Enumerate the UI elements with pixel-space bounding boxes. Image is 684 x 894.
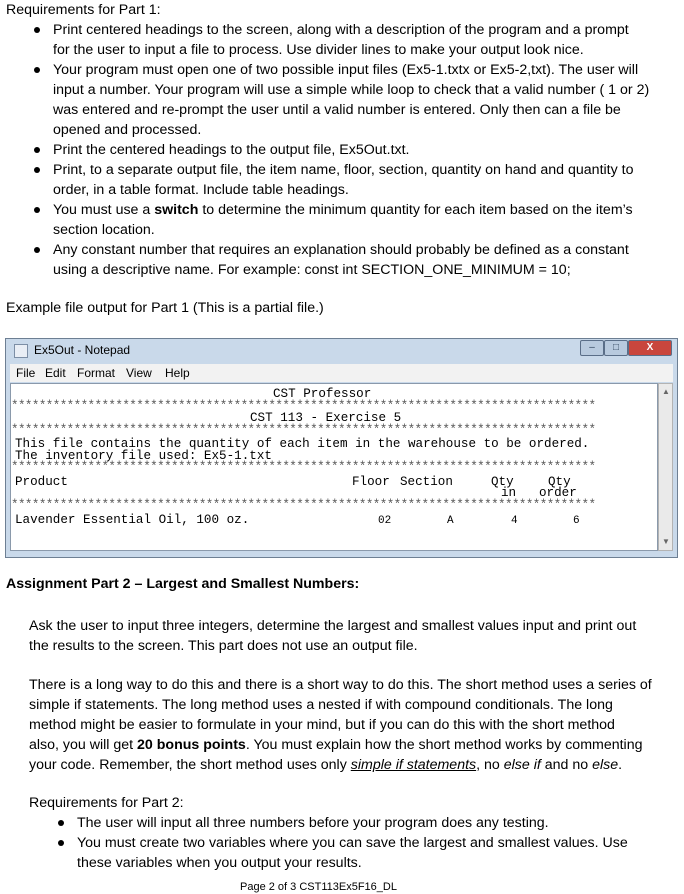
divider: ************************************************************************************ [11, 460, 596, 474]
part1-b6-l1: Any constant number that requires an explanation should probably be defined as a constant [53, 242, 629, 258]
part1-b1-l2: for the user to input a file to process. Use divider lines to make your output look nice. [53, 42, 584, 58]
part1-b5-l1: You must use a switch to determine the minimum quantity for each item based on the item’s [53, 202, 633, 218]
maximize-button[interactable]: □ [604, 340, 628, 356]
part1-b2-l3: was entered and re-prompt the user until a valid number is entered. Only then can a file be [53, 102, 621, 118]
menu-help[interactable]: Help [165, 366, 190, 380]
scroll-down-icon[interactable]: ▼ [662, 537, 670, 546]
part2-b2-l2: these variables when you output your results. [77, 855, 362, 871]
part2-para2-l2: simple if statements. The long method uses a nested if with compound conditionals. The long [29, 697, 613, 713]
scroll-up-icon[interactable]: ▲ [662, 387, 670, 396]
example-caption: Example file output for Part 1 (This is a partial file.) [6, 300, 324, 316]
menu-format[interactable]: Format [77, 366, 116, 380]
col-product: Product [15, 475, 68, 489]
part2-para2-l1: There is a long way to do this and there is a short way to do this. The short method uses a series of [29, 677, 652, 693]
part1-heading: Requirements for Part 1: [6, 2, 161, 18]
output-desc1: This file contains the quantity of each item in the warehouse to be ordered. [15, 437, 590, 451]
part1-b4-l2: order, in a table format. Include table headings. [53, 182, 349, 198]
menu-file[interactable]: File [16, 366, 36, 380]
part2-req-heading: Requirements for Part 2: [29, 795, 184, 811]
notepad-window [5, 338, 678, 558]
part1-b2-l2: input a number. Your program will use a simple while loop to check that a valid number ( 1 or 2) [53, 82, 650, 98]
part1-b3-l1: Print the centered headings to the output file, Ex5Out.txt. [53, 142, 410, 158]
output-title2: CST 113 - Exercise 5 [250, 411, 402, 425]
part2-para1-l2: the results to the screen. This part does not use an output file. [29, 638, 418, 654]
part1-b1-l1: Print centered headings to the screen, along with a description of the program and a prompt [53, 22, 629, 38]
vertical-scrollbar[interactable] [658, 383, 673, 551]
bullet-icon [58, 840, 64, 846]
part1-b2-l4: opened and processed. [53, 122, 202, 138]
col-qty-in-top: Qty [491, 475, 514, 489]
col-qty-in-bottom: in [501, 486, 517, 500]
col-qty-order-bottom: order [539, 486, 577, 500]
bullet-icon [34, 67, 40, 73]
row-qty-in: 4 [511, 515, 518, 527]
row-qty-order: 6 [573, 515, 580, 527]
minimize-button[interactable]: – [580, 340, 604, 356]
row-floor: 02 [378, 515, 392, 527]
col-qty-order-top: Qty [548, 475, 571, 489]
divider: ************************************************************************************ [11, 399, 596, 413]
output-desc2: The inventory file used: Ex5-1.txt [15, 449, 272, 463]
part2-b1-l1: The user will input all three numbers before your program does any testing. [77, 815, 549, 831]
page-footer: Page 2 of 3 CST113Ex5F16_DL [240, 881, 397, 893]
part1-b4-l1: Print, to a separate output file, the item name, floor, section, quantity on hand and quantity to [53, 162, 634, 178]
bullet-icon [34, 27, 40, 33]
bullet-icon [34, 147, 40, 153]
menu-edit[interactable]: Edit [45, 366, 66, 380]
row-section: A [447, 515, 454, 527]
col-section: Section [400, 475, 453, 489]
part2-heading: Assignment Part 2 – Largest and Smallest Numbers: [6, 576, 360, 592]
notepad-text-area[interactable] [10, 383, 658, 551]
bullet-icon [34, 207, 40, 213]
bullet-icon [34, 167, 40, 173]
row-product: Lavender Essential Oil, 100 oz. [15, 513, 250, 527]
notepad-title: Ex5Out - Notepad [34, 343, 131, 357]
bullet-icon [58, 820, 64, 826]
output-title1: CST Professor [273, 387, 372, 401]
bullet-icon [34, 247, 40, 253]
part2-para2-l3: method might be easier to formulate in your mind, but if you can do this with the short method [29, 717, 615, 733]
close-button[interactable]: X [628, 340, 672, 356]
part2-b2-l1: You must create two variables where you can save the largest and smallest values. Use [77, 835, 628, 851]
divider: ************************************************************************************ [11, 498, 596, 512]
part1-b6-l2: using a descriptive name. For example: const int SECTION_ONE_MINIMUM = 10; [53, 262, 571, 278]
notepad-menubar [10, 364, 673, 382]
part2-para1-l1: Ask the user to input three integers, determine the largest and smallest values input and print out [29, 618, 637, 634]
menu-view[interactable]: View [126, 366, 152, 380]
notepad-icon [14, 344, 28, 358]
part2-para2-l5: your code. Remember, the short method uses only simple if statements, no else if and no else. [29, 757, 623, 773]
part1-b5-l2: section location. [53, 222, 155, 238]
part1-b2-l1: Your program must open one of two possible input files (Ex5-1.txtx or Ex5-2,txt). The user will [53, 62, 639, 78]
col-floor: Floor [352, 475, 390, 489]
part2-para2-l4: also, you will get 20 bonus points. You must explain how the short method works by commenting [29, 737, 643, 753]
notepad-titlebar [10, 339, 650, 361]
divider: ************************************************************************************ [11, 423, 596, 437]
